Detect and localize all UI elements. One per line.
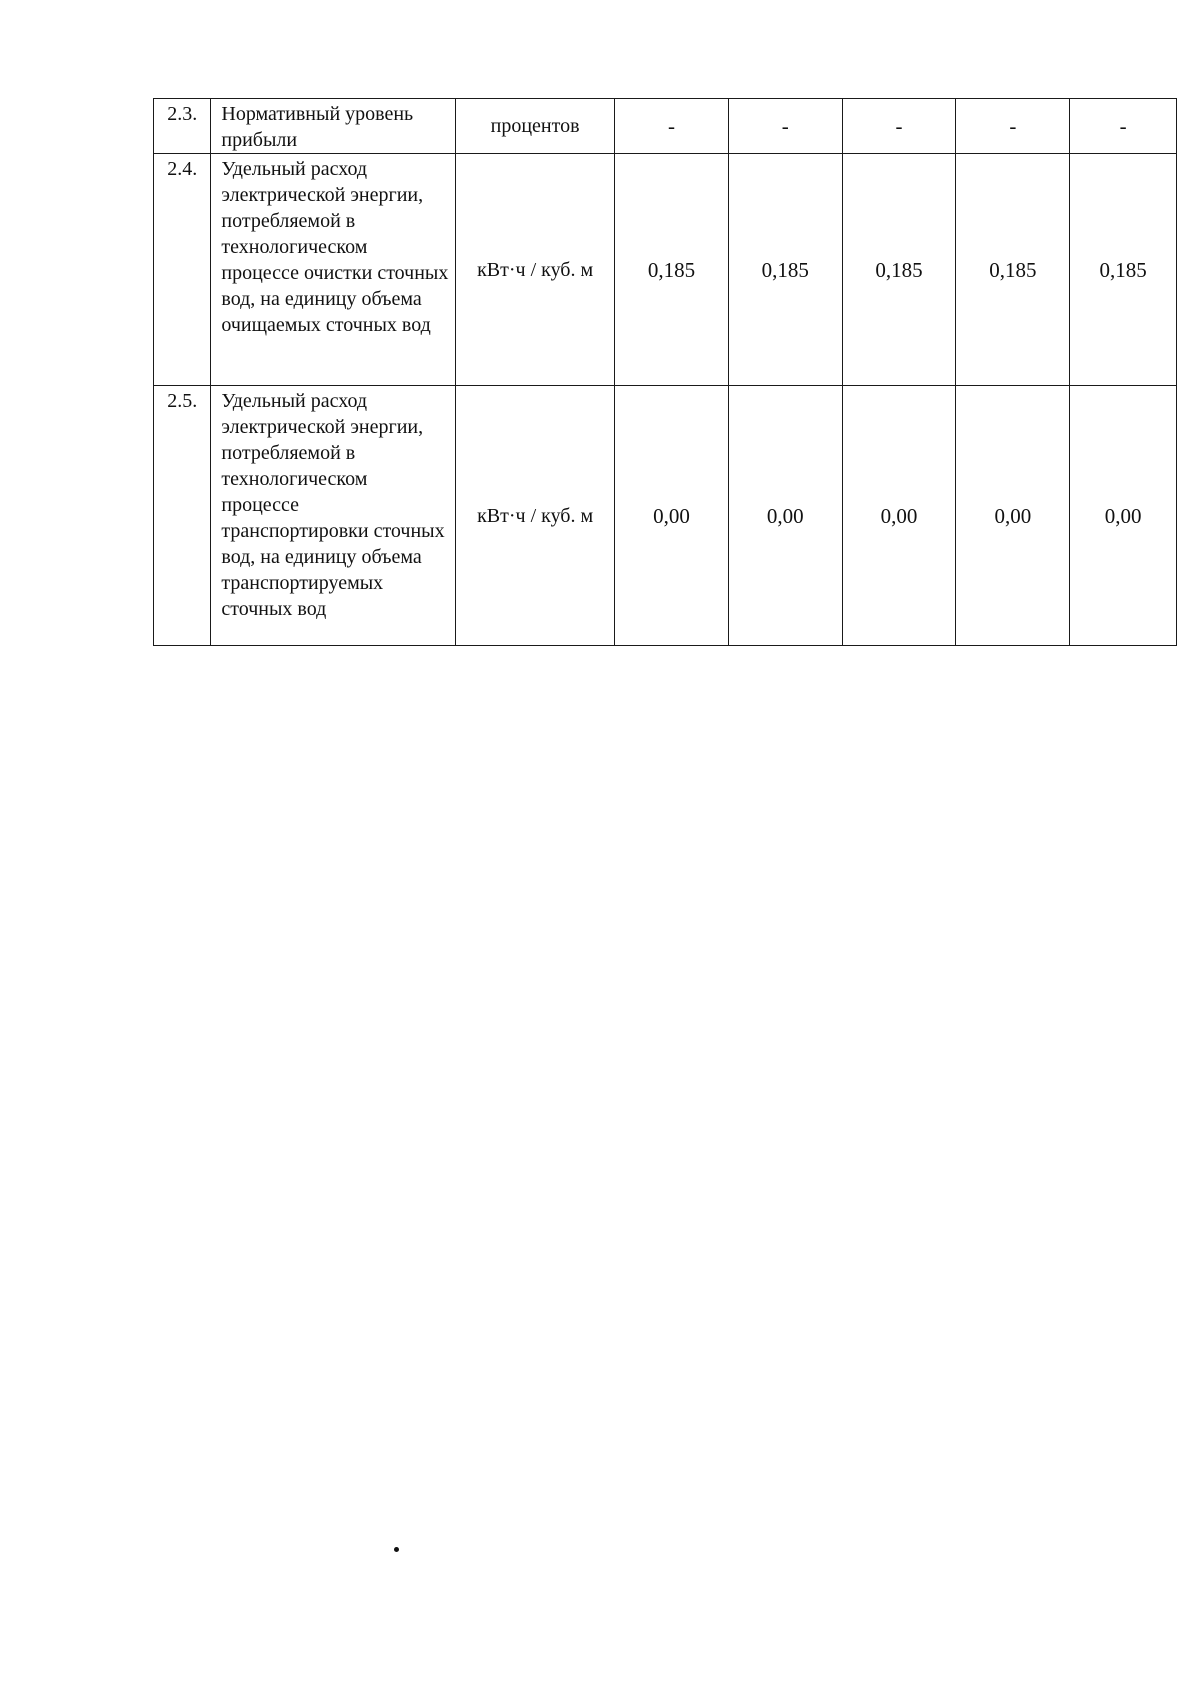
indicator-name: Нормативный уровень прибыли bbox=[211, 99, 456, 154]
table-row bbox=[154, 99, 1177, 154]
value-cell: - bbox=[956, 99, 1070, 154]
row-number: 2.5. bbox=[154, 386, 211, 646]
table-row bbox=[154, 154, 1177, 386]
scan-speck bbox=[394, 1547, 399, 1552]
value-cell: - bbox=[1070, 99, 1177, 154]
value-cell: 0,00 bbox=[842, 386, 956, 646]
unit-cell: кВт·ч / куб. м bbox=[456, 154, 615, 386]
value-cell: - bbox=[728, 99, 842, 154]
row-number: 2.3. bbox=[154, 99, 211, 154]
table-row bbox=[154, 386, 1177, 646]
unit-cell: кВт·ч / куб. м bbox=[456, 386, 615, 646]
indicators-table bbox=[153, 98, 1177, 646]
row-number: 2.4. bbox=[154, 154, 211, 386]
value-cell: 0,00 bbox=[956, 386, 1070, 646]
value-cell: 0,00 bbox=[615, 386, 729, 646]
value-cell: 0,185 bbox=[956, 154, 1070, 386]
indicator-name: Удельный расход электрической энергии, потребляемой в технологическом процессе транспортировки сточных вод, на единицу объема транспортируемых сточных вод bbox=[211, 386, 456, 646]
value-cell: 0,185 bbox=[1070, 154, 1177, 386]
value-cell: 0,185 bbox=[842, 154, 956, 386]
unit-cell: процентов bbox=[456, 99, 615, 154]
value-cell: - bbox=[842, 99, 956, 154]
indicator-name: Удельный расход электрической энергии, потребляемой в технологическом процессе очистки сточных вод, на единицу объема очищаемых сточных вод bbox=[211, 154, 456, 386]
value-cell: 0,185 bbox=[615, 154, 729, 386]
value-cell: 0,00 bbox=[728, 386, 842, 646]
value-cell: - bbox=[615, 99, 729, 154]
value-cell: 0,185 bbox=[728, 154, 842, 386]
value-cell: 0,00 bbox=[1070, 386, 1177, 646]
